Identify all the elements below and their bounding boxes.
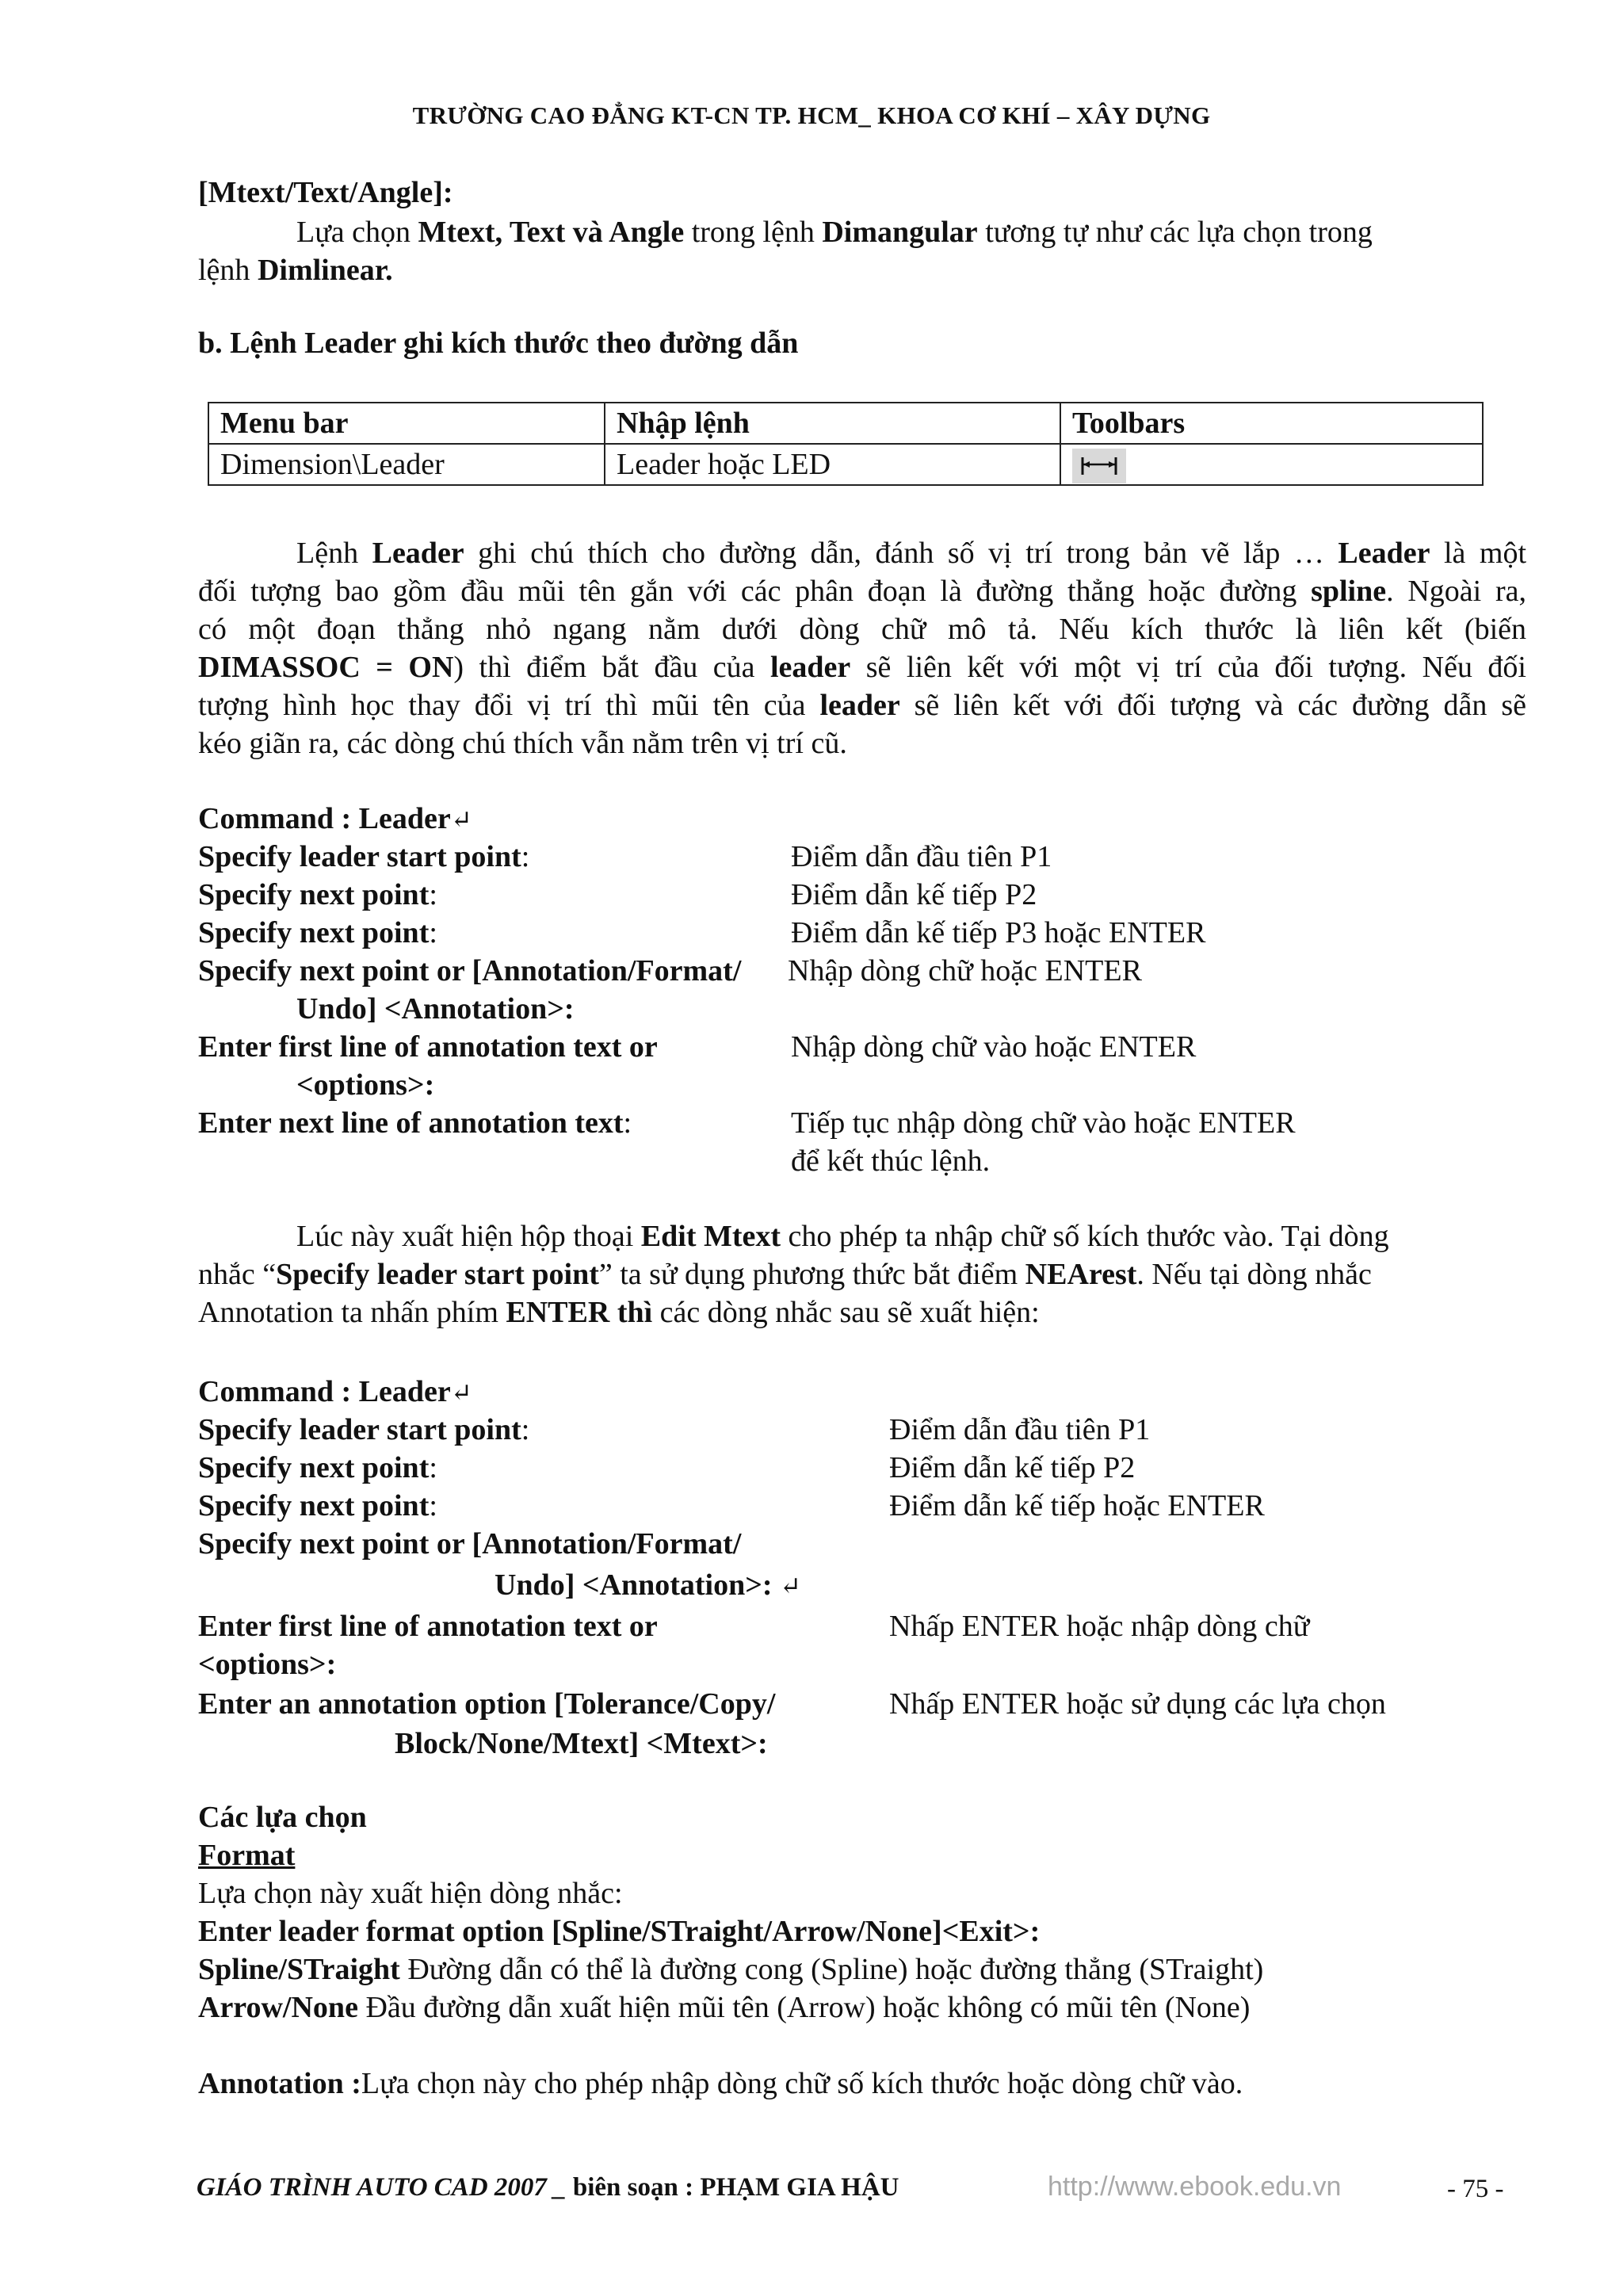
text-run: các dòng nhắc sau sẽ xuất hiện: <box>652 1296 1040 1329</box>
para1-line-4 <box>198 649 1526 686</box>
cmd2-prompt-5b: <options>: <box>198 1648 337 1681</box>
text-run: là một <box>1430 537 1527 570</box>
text-run: tượng hình học thay đổi vị trí thì mũi tên của <box>198 689 820 722</box>
cmd1-prompt-6 <box>198 1105 632 1141</box>
cmd2-desc-6: Nhấp ENTER hoặc sử dụng các lựa chọn <box>889 1687 1386 1721</box>
text-run: Lúc này xuất hiện hộp thoại <box>296 1220 641 1253</box>
text-run: Annotation ta nhấn phím <box>198 1296 506 1329</box>
para1-line-3: có một đoạn thẳng nhỏ ngang nằm dưới dòng chữ mô tả. Nếu kích thước là liên kết (biến <box>198 613 1526 646</box>
cmd2-desc-2: Điểm dẫn kế tiếp P2 <box>889 1451 1136 1484</box>
text-run: : <box>521 840 530 873</box>
options-title: Các lựa chọn <box>198 1801 367 1834</box>
cmd1-desc-2: Điểm dẫn kế tiếp P2 <box>791 878 1037 911</box>
cmd2-desc-3: Điểm dẫn kế tiếp hoặc ENTER <box>889 1489 1265 1522</box>
cmd1-desc-5: Nhập dòng chữ vào hoặc ENTER <box>791 1030 1197 1064</box>
enter-symbol-icon: ↵ <box>450 805 472 834</box>
option-format-prompt: Enter leader format option [Spline/STraight/Arrow/None]<Exit>: <box>198 1915 1041 1948</box>
text-run: : <box>429 1451 437 1484</box>
text-run: Đường dẫn có thể là đường cong (Spline) hoặc đường thẳng (STraight) <box>399 1953 1264 1986</box>
text-run: biên soạn : PHẠM GIA HẬU <box>572 2173 899 2202</box>
section-title-leader: b. Lệnh Leader ghi kích thước theo đường dẫn <box>198 327 799 360</box>
option-annotation <box>198 2065 1243 2102</box>
cmd1-prompt-4b: Undo] <Annotation>: <box>296 992 575 1026</box>
text-run: Lựa chọn này cho phép nhập dòng chữ số kích thước hoặc dòng chữ vào. <box>361 2067 1243 2100</box>
para1-line-2 <box>198 573 1526 609</box>
text-run: Enter next line of annotation text <box>198 1106 624 1140</box>
text-run: Specify leader start point <box>276 1258 599 1291</box>
footer-book-title <box>197 2173 899 2202</box>
text-run: tương tự như các lựa chọn trong <box>977 216 1373 249</box>
text-run: Arrow/None <box>198 1991 358 2024</box>
cmd1-prompt-5: Enter first line of annotation text or <box>198 1030 658 1064</box>
text-run: Đầu đường dẫn xuất hiện mũi tên (Arrow) hoặc không có mũi tên (None) <box>357 1991 1251 2024</box>
para1-line-5 <box>198 687 1526 724</box>
cmd2-desc-5: Nhấp ENTER hoặc nhập dòng chữ <box>889 1610 1310 1643</box>
cmd1-desc-4: Nhập dòng chữ hoặc ENTER <box>788 954 1142 988</box>
text-run: : <box>623 1106 632 1140</box>
text-run: . Ngoài ra, <box>1386 575 1526 608</box>
enter-symbol-icon: ↵ <box>450 1378 472 1407</box>
text-run: . Nếu tại dòng nhắc <box>1136 1258 1372 1291</box>
text-run: Specify next point <box>198 1451 430 1484</box>
text-run: Dimlinear. <box>257 254 393 287</box>
command-table <box>208 402 1484 486</box>
table-header-cell: Toolbars <box>1060 403 1483 444</box>
para2-line-3 <box>198 1294 1040 1331</box>
option-arrow <box>198 1989 1250 2026</box>
text-run: : <box>429 878 437 911</box>
sec-a-line-1 <box>296 214 1373 250</box>
cmd2-prompt-6: Enter an annotation option [Tolerance/Copy/ <box>198 1687 776 1721</box>
text-run: Leader <box>372 537 464 570</box>
table-header-cell: Nhập lệnh <box>605 403 1060 444</box>
cmd1-prompt-2 <box>198 877 437 913</box>
text-run: Lệnh <box>296 537 372 570</box>
table-row <box>208 444 1483 485</box>
cmd1-prompt-4: Specify next point or [Annotation/Format/ <box>198 954 742 988</box>
cmd2-prompt-5: Enter first line of annotation text or <box>198 1610 658 1643</box>
text-run: sẽ liên kết với một vị trí của đối tượng. Nếu đối <box>850 651 1526 684</box>
para1-line-6: kéo giãn ra, các dòng chú thích vẫn nằm trên vị trí cũ. <box>198 727 847 760</box>
table-cell-toolbar <box>1060 444 1483 485</box>
text-run: nhắc “ <box>198 1258 277 1291</box>
text-run: Specify next point <box>198 1489 430 1522</box>
text-run: ghi chú thích cho đường dẫn, đánh số vị trí trong bản vẽ lắp … <box>464 537 1338 570</box>
text-run: Mtext, Text và Angle <box>418 216 685 249</box>
text-run: GIÁO TRÌNH AUTO CAD 2007 _ <box>197 2173 573 2202</box>
cmd2-prompt-3 <box>198 1488 437 1524</box>
text-run: Dimangular <box>822 216 978 249</box>
para2-line-1 <box>296 1218 1389 1255</box>
text-run: Specify leader start point <box>198 1413 521 1446</box>
text-run: đối tượng bao gồm đầu mũi tên gắn với các phân đoạn là đường thẳng hoặc đường <box>198 575 1312 608</box>
cmd1-command <box>198 800 472 838</box>
para2-line-2 <box>198 1256 1372 1293</box>
cmd1-prompt-1 <box>198 839 529 875</box>
page-number: - 75 - <box>1447 2175 1504 2203</box>
cmd2-prompt-4b <box>495 1567 801 1604</box>
cmd1-desc-3: Điểm dẫn kế tiếp P3 hoặc ENTER <box>791 916 1206 949</box>
text-run: : <box>429 916 437 949</box>
text-run: trong lệnh <box>684 216 823 249</box>
table-cell-menu: Dimension\Leader <box>208 444 605 485</box>
section-title-mtext: [Mtext/Text/Angle]: <box>198 176 453 209</box>
cmd1-desc-6b: để kết thúc lệnh. <box>791 1144 991 1178</box>
cmd2-prompt-6b: Block/None/Mtext] <Mtext>: <box>395 1727 768 1760</box>
option-format-desc: Lựa chọn này xuất hiện dòng nhắc: <box>198 1877 623 1910</box>
cmd2-prompt-2 <box>198 1450 437 1486</box>
text-run: NEArest <box>1025 1258 1137 1291</box>
text-run: lệnh <box>198 254 258 287</box>
para1-line-1 <box>296 535 1526 571</box>
text-run: Command : Leader <box>198 1375 451 1408</box>
cmd1-prompt-5b: <options>: <box>296 1068 435 1102</box>
option-spline <box>198 1951 1263 1988</box>
text-run: sẽ liên kết với đối tượng và các đường dẫn sẽ <box>899 689 1526 722</box>
text-run: Leader <box>1338 537 1430 570</box>
text-run: ” ta sử dụng phương thức bắt điểm <box>598 1258 1025 1291</box>
cmd1-prompt-3 <box>198 915 437 951</box>
text-run: Lựa chọn <box>296 216 418 249</box>
text-run: Command : Leader <box>198 802 451 835</box>
text-run: Specify next point <box>198 878 430 911</box>
cmd1-desc-1: Điểm dẫn đầu tiên P1 <box>791 840 1052 873</box>
text-run: Spline/STraight <box>198 1953 400 1986</box>
text-run: spline <box>1311 575 1387 608</box>
cmd2-prompt-4: Specify next point or [Annotation/Format/ <box>198 1527 742 1561</box>
text-run: cho phép ta nhập chữ số kích thước vào. Tại dòng <box>781 1220 1389 1253</box>
option-format-heading: Format <box>198 1839 296 1872</box>
table-header-cell: Menu bar <box>208 403 605 444</box>
text-run: Undo] <Annotation>: <box>495 1568 781 1602</box>
footer-url: http://www.ebook.edu.vn <box>1048 2172 1342 2202</box>
cmd1-desc-6: Tiếp tục nhập dòng chữ vào hoặc ENTER <box>791 1106 1296 1140</box>
dimension-leader-icon[interactable] <box>1072 449 1126 483</box>
text-run: DIMASSOC = ON <box>198 651 454 684</box>
text-run: leader <box>819 689 900 722</box>
text-run: Annotation : <box>198 2067 361 2100</box>
sec-a-line-2 <box>198 252 393 288</box>
text-run: : <box>521 1413 530 1446</box>
table-header-row <box>208 403 1483 444</box>
table-cell-command: Leader hoặc LED <box>605 444 1060 485</box>
text-run: ) thì điểm bắt đầu của <box>453 651 770 684</box>
text-run: Specify leader start point <box>198 840 521 873</box>
text-run: Edit Mtext <box>640 1220 781 1253</box>
text-run: leader <box>770 651 851 684</box>
text-run: ENTER thì <box>506 1296 653 1329</box>
cmd2-prompt-1 <box>198 1412 529 1448</box>
cmd2-command <box>198 1373 472 1411</box>
text-run: Specify next point <box>198 916 430 949</box>
text-run: : <box>429 1489 437 1522</box>
enter-symbol-icon: ↵ <box>780 1572 801 1600</box>
page-header: TRƯỜNG CAO ĐẲNG KT-CN TP. HCM_ KHOA CƠ KHÍ – XÂY DỰNG <box>412 101 1211 129</box>
cmd2-desc-1: Điểm dẫn đầu tiên P1 <box>889 1413 1151 1446</box>
